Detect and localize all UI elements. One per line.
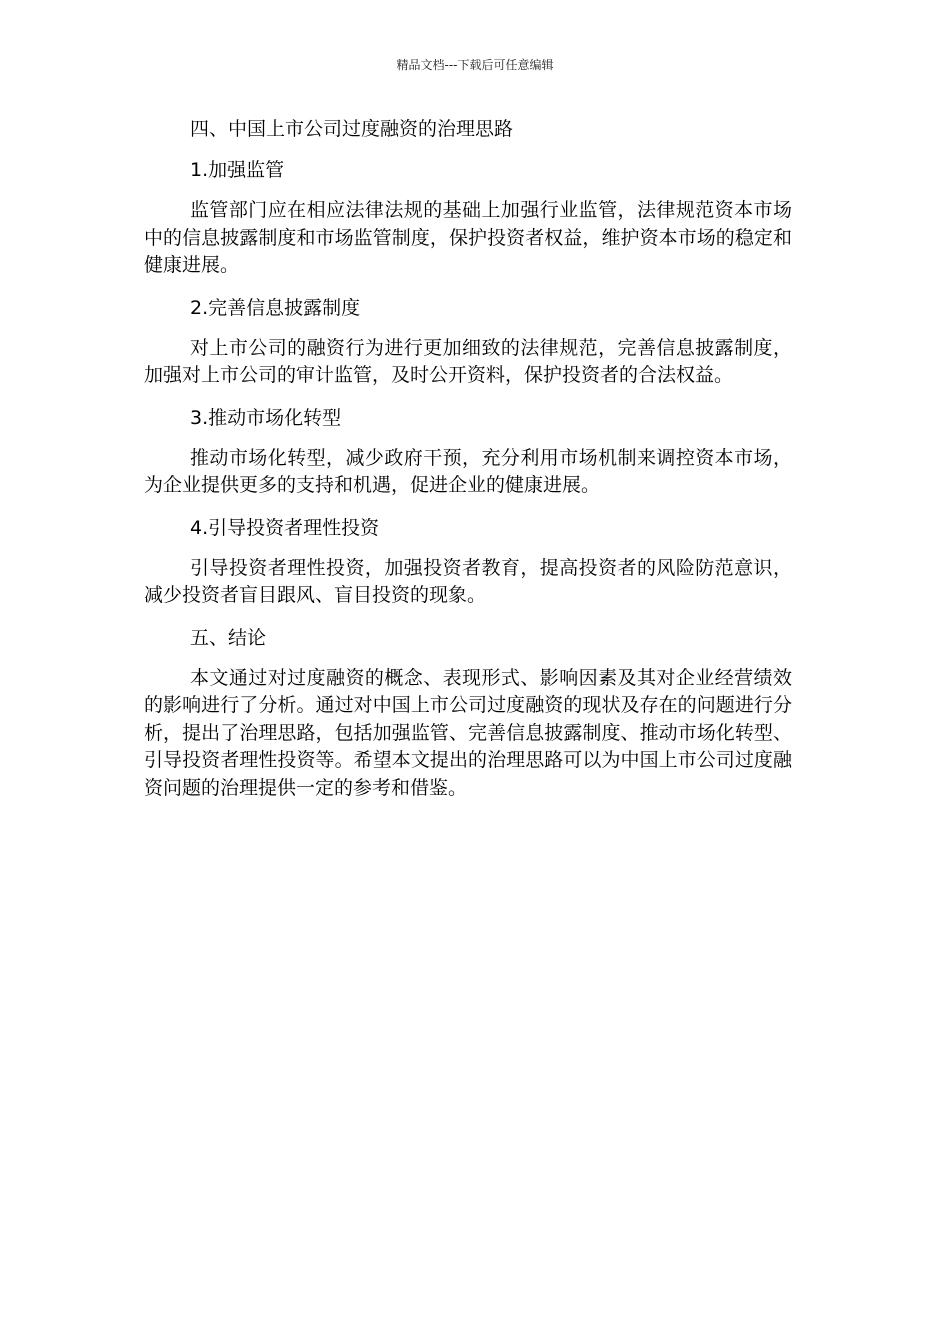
page-header: 精品文档---下载后可任意编辑	[396, 58, 554, 72]
subheading-market-transformation: 3.推动市场化转型	[190, 406, 342, 429]
subheading-rational-investment: 4.引导投资者理性投资	[190, 516, 380, 539]
section-heading-governance: 四、中国上市公司过度融资的治理思路	[190, 118, 514, 140]
document-body	[144, 115, 792, 816]
paragraph-disclosure: 对上市公司的融资行为进行更加细致的法律规范，完善信息披露制度，加强对上市公司的审计监管，及时公开资料，保护投资者的合法权益。	[144, 336, 792, 386]
paragraph-rational-investment: 引导投资者理性投资，加强投资者教育，提高投资者的风险防范意识，减少投资者盲目跟风、盲目投资的现象。	[144, 556, 792, 606]
section-heading-conclusion: 五、结论	[190, 626, 267, 649]
paragraph-market-transformation: 推动市场化转型，减少政府干预，充分利用市场机制来调控资本市场，为企业提供更多的支持和机遇，促进企业的健康进展。	[144, 446, 792, 496]
subheading-strengthen-supervision: 1.加强监管	[190, 159, 285, 181]
paragraph-conclusion: 本文通过对过度融资的概念、表现形式、影响因素及其对企业经营绩效的影响进行了分析。通过对中国上市公司过度融资的现状及存在的问题进行分析，提出了治理思路，包括加强监管、完善信息披露制度、推动市场化转型、引导投资者理性投资等。希望本文提出的治理思路可以为中国上市公司过度融资问题的治理提供一定的参考和借鉴。	[144, 666, 792, 799]
subheading-disclosure-system: 2.完善信息披露制度	[190, 296, 361, 319]
paragraph-supervision: 监管部门应在相应法律法规的基础上加强行业监管，法律规范资本市场中的信息披露制度和市场监管制度，保护投资者权益，维护资本市场的稳定和健康进展。	[144, 199, 792, 276]
